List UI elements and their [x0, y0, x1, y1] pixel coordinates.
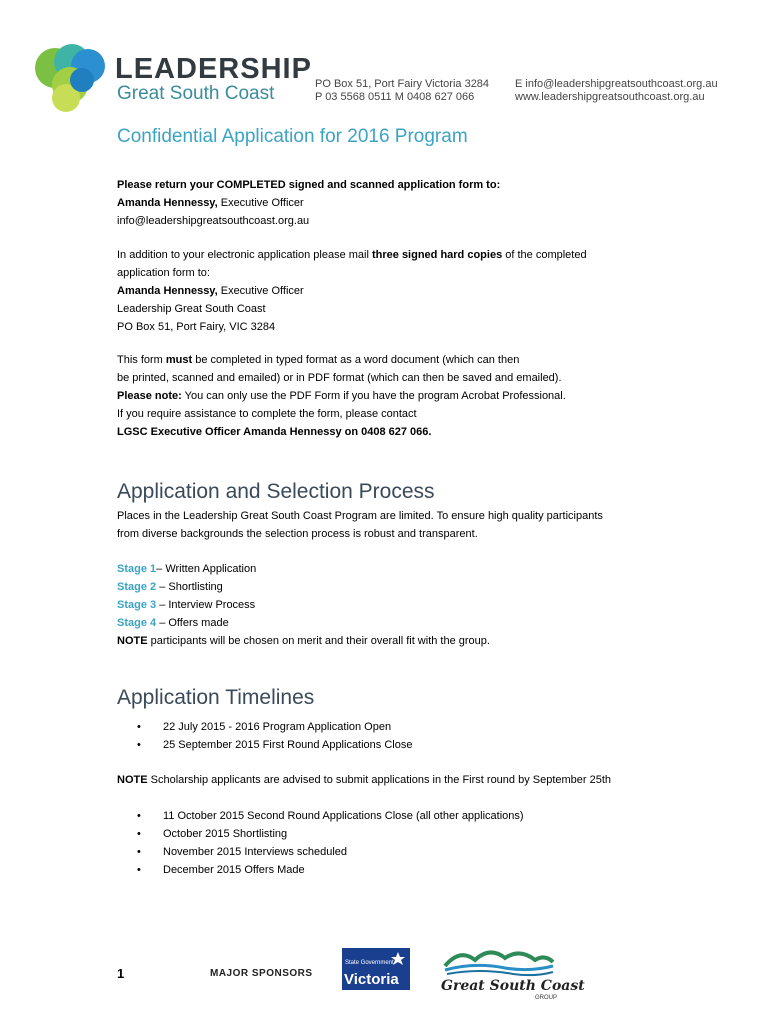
note-label: NOTE [117, 635, 148, 647]
online-contact-block [515, 78, 718, 104]
list-item [137, 736, 412, 754]
stage-item [117, 596, 677, 614]
list-item-text: November 2015 Interviews scheduled [163, 846, 348, 858]
format-l1-after: be completed in typed format as a word document (which can then [192, 354, 520, 366]
format-l3-after: You can only use the PDF Form if you have the program Acrobat Professional. [181, 390, 566, 402]
note-text: Scholarship applicants are advised to submit applications in the First round by September 25th [147, 774, 612, 786]
list-item [137, 861, 524, 879]
note-label: NOTE [117, 774, 148, 786]
bullet-icon: • [137, 721, 141, 733]
return-intro: Please return your COMPLETED signed and scanned application form to: [117, 179, 501, 191]
stage-text: – Offers made [156, 617, 229, 629]
gsc-main-text: Great South Coast [441, 978, 585, 994]
timeline-list-first [137, 718, 412, 754]
list-item [137, 843, 524, 861]
timelines-heading: Application Timelines [117, 686, 315, 709]
mail-line1 [117, 246, 677, 264]
bullet-icon: • [137, 810, 141, 822]
bullet-icon: • [137, 828, 141, 840]
selection-p2: from diverse backgrounds the selection process is robust and transparent. [117, 528, 478, 540]
bullet-icon: • [137, 846, 141, 858]
mail-name: Amanda Hennessy, [117, 285, 218, 297]
note-text: participants will be chosen on merit and their overall fit with the group. [147, 635, 490, 647]
great-south-coast-group-logo-icon [435, 944, 585, 1001]
email-line: E info@leadershipgreatsouthcoast.org.au [515, 78, 718, 90]
logo-leadership: LEADERSHIP [115, 53, 312, 85]
format-line1 [117, 351, 677, 369]
mail-text-bold: three signed hard copies [371, 249, 503, 261]
stage-label: Stage 4 [117, 617, 157, 629]
format-l1-before: This form [117, 354, 166, 366]
stage-label: Stage 3 [117, 599, 157, 611]
list-item [137, 825, 524, 843]
format-line3 [117, 387, 677, 405]
selection-note [117, 632, 677, 650]
list-item-text: October 2015 Shortlisting [163, 828, 288, 840]
mail-instructions [117, 246, 677, 336]
selection-p1: Places in the Leadership Great South Coast Program are limited. To ensure high quality participants [117, 510, 603, 522]
format-l1-bold: must [165, 354, 193, 366]
scholarship-note [117, 771, 677, 789]
letterhead [0, 0, 770, 120]
format-instructions [117, 351, 677, 441]
bullet-icon: • [137, 739, 141, 751]
scholarship-note-line [117, 771, 677, 789]
stage-text: – Shortlisting [156, 581, 223, 593]
address-line: PO Box 51, Port Fairy Victoria 3284 [315, 78, 490, 90]
mail-text-before: In addition to your electronic application please mail [117, 249, 372, 261]
phone-line: P 03 5568 0511 M 0408 627 066 [315, 91, 475, 103]
stage-item [117, 560, 677, 578]
list-item [137, 718, 412, 736]
victoria-government-logo-icon [340, 946, 412, 992]
stage-label: Stage 2 [117, 581, 157, 593]
mail-address: PO Box 51, Port Fairy, VIC 3284 [117, 321, 276, 333]
list-item-text: 25 September 2015 First Round Applications Close [163, 739, 413, 751]
website-line: www.leadershipgreatsouthcoast.org.au [515, 91, 705, 103]
mail-contact [117, 282, 677, 300]
stage-item [117, 578, 677, 596]
stage-text: – Interview Process [156, 599, 256, 611]
stage-text: – Written Application [156, 563, 257, 575]
stage-label: Stage 1 [117, 563, 157, 575]
format-line4: If you require assistance to complete the form, please contact [117, 408, 417, 420]
list-item-text: 11 October 2015 Second Round Applications Close (all other applications) [163, 810, 524, 822]
return-contact [117, 194, 677, 212]
logo-wordmark [115, 54, 312, 104]
page-number: 1 [117, 966, 125, 981]
page-title: Confidential Application for 2016 Program [117, 126, 468, 147]
gsc-sub-text: GROUP [535, 995, 558, 1001]
mail-text-after: of the completed [502, 249, 587, 261]
sponsors-label: MAJOR SPONSORS [210, 968, 313, 979]
selection-heading: Application and Selection Process [117, 480, 435, 503]
mail-role: Executive Officer [217, 285, 304, 297]
format-l3-bold: Please note: [117, 390, 182, 402]
return-name: Amanda Hennessy, [117, 197, 218, 209]
return-instructions [117, 176, 677, 230]
list-item [137, 807, 524, 825]
logo-great-south-coast: Great South Coast [117, 83, 275, 104]
format-line5: LGSC Executive Officer Amanda Hennessy on 0408 627 066. [117, 426, 432, 438]
vic-big-text: Victoria [344, 971, 399, 988]
mail-line2: application form to: [117, 267, 210, 279]
return-email: info@leadershipgreatsouthcoast.org.au [117, 215, 310, 227]
vic-small-text: State Government [345, 960, 394, 966]
mail-org: Leadership Great South Coast [117, 303, 266, 315]
format-line2: be printed, scanned and emailed) or in PDF format (which can then be saved and emailed). [117, 372, 562, 384]
bullet-icon: • [137, 864, 141, 876]
list-item-text: December 2015 Offers Made [163, 864, 305, 876]
leadership-logo-icon [30, 40, 115, 115]
stage-item [117, 614, 677, 632]
address-block [315, 78, 489, 104]
selection-intro [117, 507, 677, 543]
return-role: Executive Officer [217, 197, 304, 209]
list-item-text: 22 July 2015 - 2016 Program Application Open [163, 721, 392, 733]
stages-list [117, 560, 677, 650]
timeline-list-second [137, 807, 524, 879]
